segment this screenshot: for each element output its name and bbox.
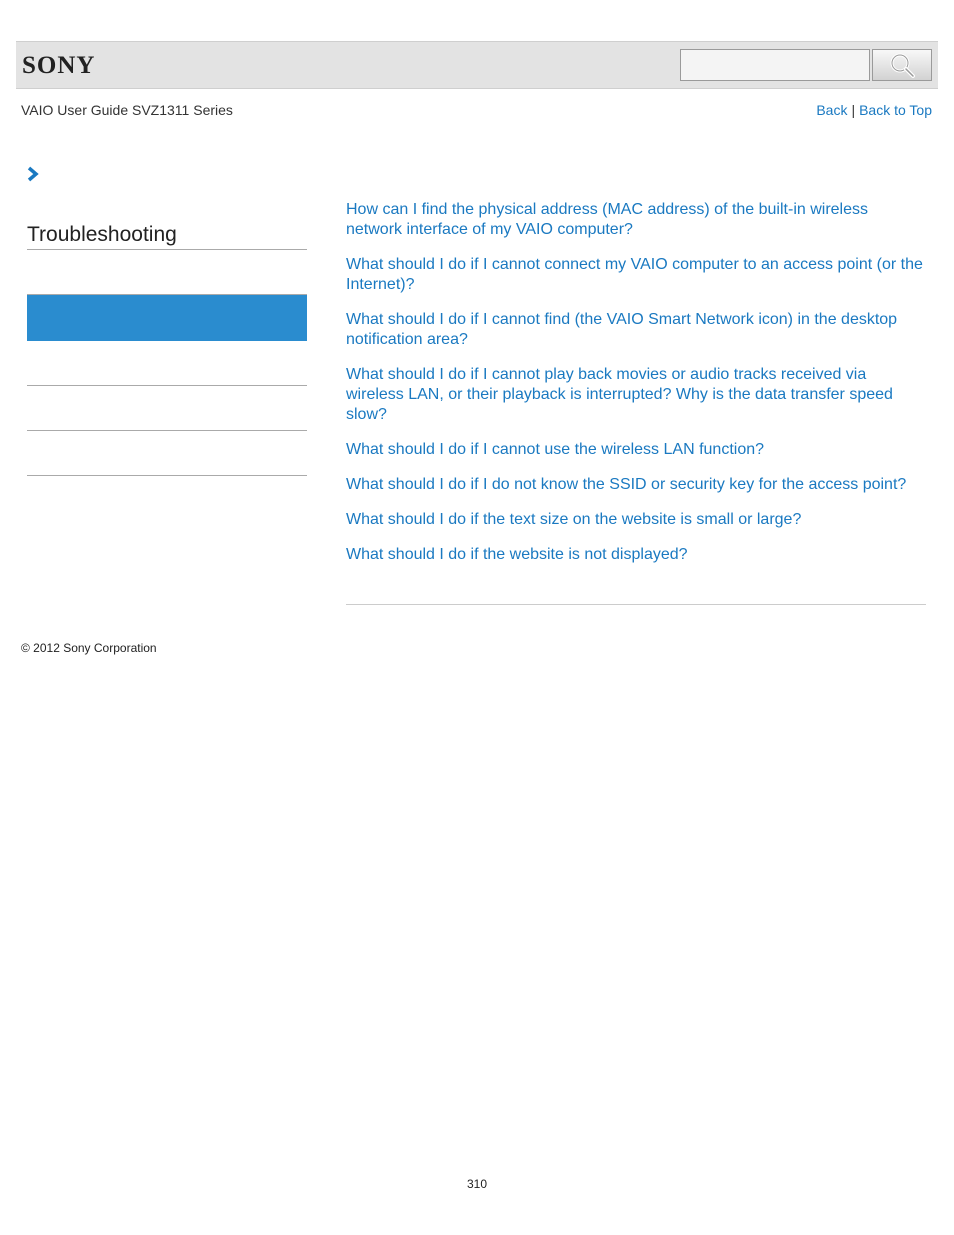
nav-separator: | bbox=[851, 102, 856, 118]
top-nav bbox=[816, 102, 932, 118]
magnifier-icon bbox=[889, 53, 917, 79]
topic-link-cannot-connect[interactable]: What should I do if I cannot connect my VAIO computer to an access point (or the Internet)? bbox=[346, 256, 923, 293]
sidebar bbox=[27, 220, 307, 476]
sidebar-item-3[interactable] bbox=[27, 341, 307, 386]
doc-title: VAIO User Guide SVZ1311 Series bbox=[21, 102, 233, 118]
search-button[interactable] bbox=[872, 49, 932, 81]
sidebar-item-5[interactable] bbox=[27, 431, 307, 476]
page-number: 310 bbox=[466, 1177, 488, 1191]
topic-link-mac-address[interactable]: How can I find the physical address (MAC address) of the built-in wireless network interface of my VAIO computer? bbox=[346, 201, 868, 238]
content-divider bbox=[346, 604, 926, 605]
topic-link-wireless-lan-function[interactable]: What should I do if I cannot use the wireless LAN function? bbox=[346, 441, 765, 458]
sony-logo: SONY bbox=[22, 52, 96, 79]
topic-link-smart-network-icon[interactable]: What should I do if I cannot find (the VAIO Smart Network icon) in the desktop notification area? bbox=[346, 311, 898, 348]
back-to-top-link[interactable]: Back to Top bbox=[859, 102, 932, 118]
topic-link-ssid-security-key[interactable]: What should I do if I do not know the SSID or security key for the access point? bbox=[346, 476, 907, 493]
header-bar bbox=[16, 41, 938, 89]
copyright: © 2012 Sony Corporation bbox=[21, 641, 157, 655]
sidebar-item-2-active[interactable] bbox=[27, 295, 307, 341]
topic-list bbox=[346, 200, 926, 580]
back-link[interactable]: Back bbox=[816, 102, 848, 118]
topic-link-playback-interrupted[interactable]: What should I do if I cannot play back movies or audio tracks received via wireless LAN, or their playback is interrupted? Why is the data transfer speed slow? bbox=[346, 366, 893, 423]
search-input[interactable] bbox=[680, 49, 870, 81]
chevron-right-icon bbox=[26, 166, 40, 182]
sidebar-item-1[interactable] bbox=[27, 250, 307, 295]
topic-link-text-size[interactable]: What should I do if the text size on the website is small or large? bbox=[346, 511, 802, 528]
sidebar-item-4[interactable] bbox=[27, 386, 307, 431]
sidebar-title: Troubleshooting bbox=[27, 220, 307, 250]
topic-link-website-not-displayed[interactable]: What should I do if the website is not displayed? bbox=[346, 546, 688, 563]
